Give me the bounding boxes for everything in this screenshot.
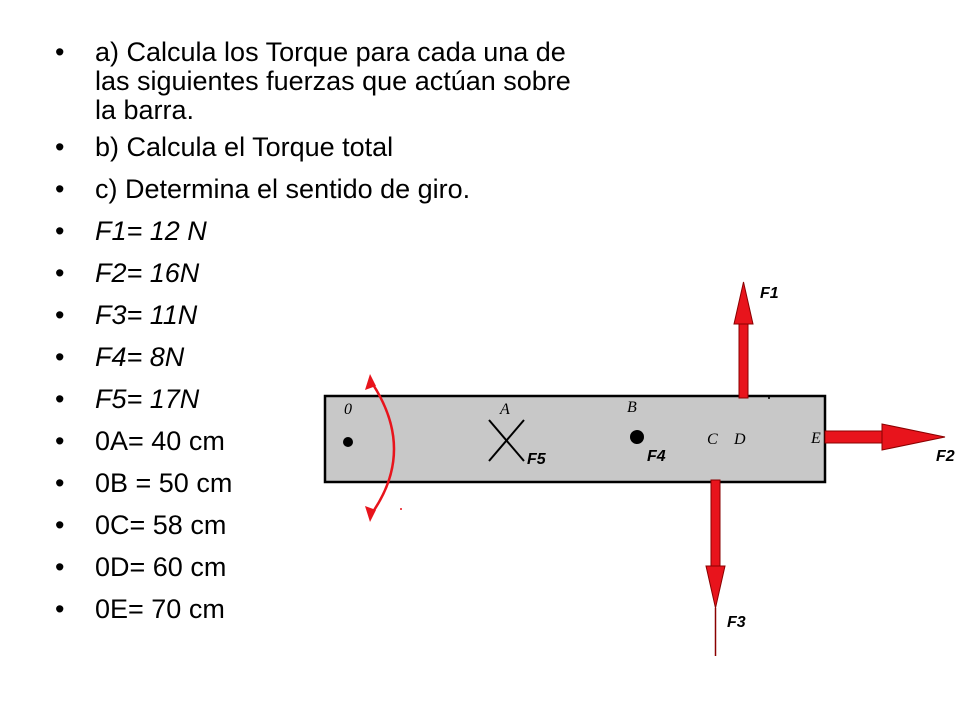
point-b-dot (630, 430, 644, 444)
bar (325, 396, 825, 482)
label-point-b: B (627, 399, 637, 416)
bullet-dot: • (55, 468, 65, 498)
bullet-dot: • (55, 300, 65, 330)
label-point-c: C (707, 431, 718, 448)
bullet-text: 0A= 40 cm (95, 426, 225, 456)
bullet-dot: • (55, 216, 65, 246)
bullet-text: F1= 12 N (95, 216, 207, 246)
bullet-dot: • (55, 384, 65, 414)
stray-mark (768, 397, 770, 399)
bullet-dot: • (55, 132, 65, 162)
force-arrow-f1 (734, 282, 753, 398)
bullet-dot: • (55, 426, 65, 456)
label-force-f3: F3 (727, 614, 746, 631)
bullet-text: 0C= 58 cm (95, 510, 227, 540)
stray-mark (400, 508, 402, 510)
label-force-f4: F4 (647, 448, 666, 465)
bullet-dot: • (55, 552, 65, 582)
label-point-a: A (500, 401, 510, 418)
bullet-text: 0D= 60 cm (95, 552, 227, 582)
label-point-0: 0 (344, 401, 352, 418)
bullet-text: F3= 11N (95, 300, 198, 330)
bullet-dot: • (55, 258, 65, 288)
bullet-dot: • (55, 174, 65, 204)
force-arrow-f3 (706, 480, 725, 656)
label-point-d: D (734, 431, 746, 448)
label-force-f2: F2 (936, 448, 955, 465)
bullet-dot: • (55, 37, 65, 67)
label-point-e: E (811, 430, 821, 447)
bullet-text: 0B = 50 cm (95, 468, 233, 498)
pivot-point-0 (343, 437, 353, 447)
bullet-text: F5= 17N (95, 384, 200, 414)
bullet-text: b) Calcula el Torque total (95, 132, 394, 162)
bullet-dot: • (55, 342, 65, 372)
bullet-text: F2= 16N (95, 258, 200, 288)
bullet-text: a) Calcula los Torque para cada una de las siguientes fuerzas que actúan sobre la barra. (95, 37, 571, 125)
bullet-dot: • (55, 594, 65, 624)
bullet-text: F4= 8N (95, 342, 185, 372)
bullet-text: 0E= 70 cm (95, 594, 225, 624)
bullet-dot: • (55, 510, 65, 540)
label-force-f5: F5 (527, 451, 546, 468)
bullet-text: c) Determina el sentido de giro. (95, 174, 471, 204)
force-arrow-f2 (825, 424, 945, 450)
label-force-f1: F1 (760, 285, 779, 302)
